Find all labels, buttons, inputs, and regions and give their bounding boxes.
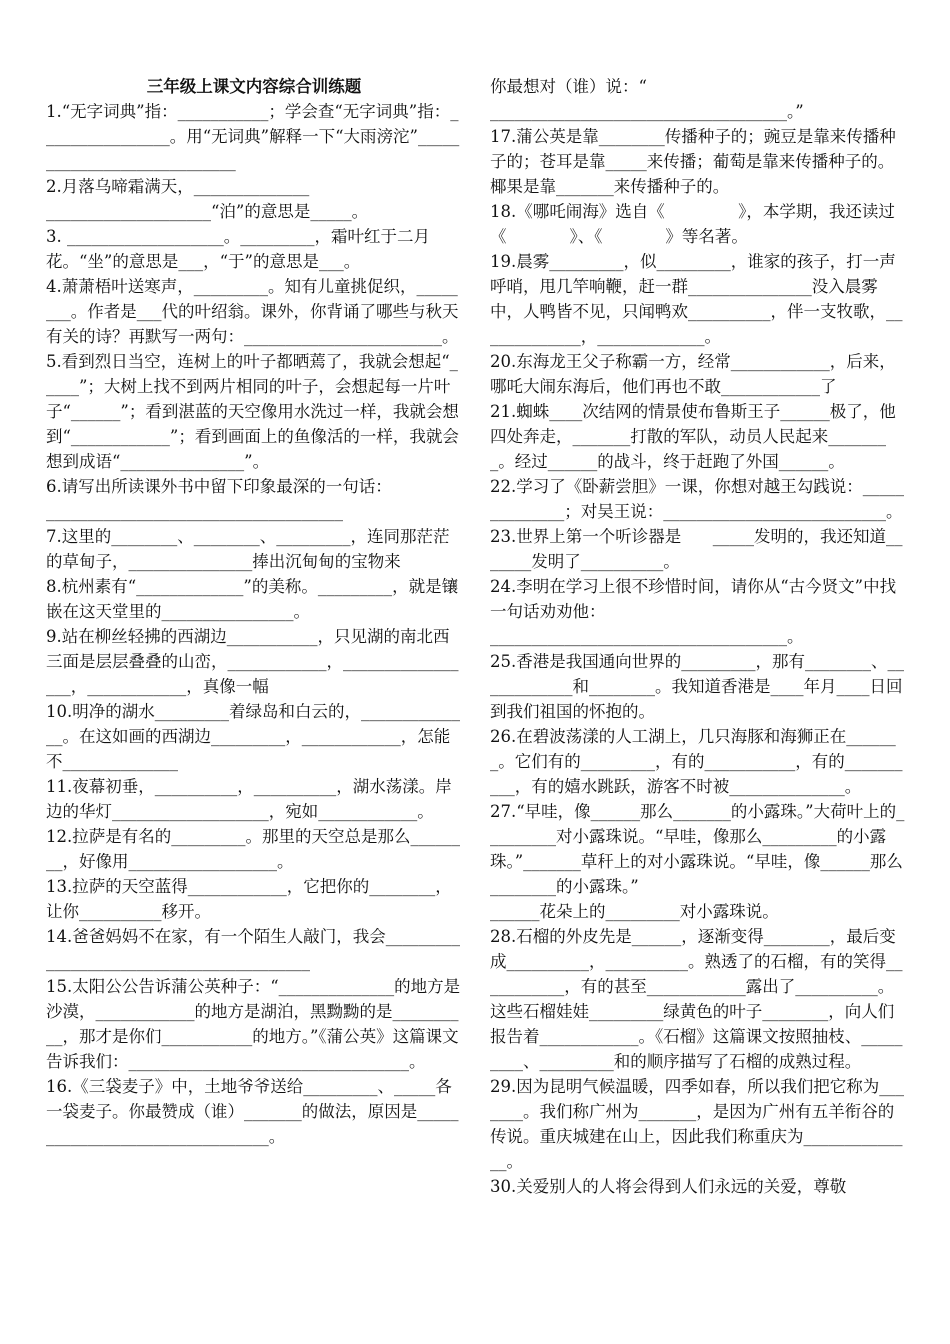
- question-item: 25.香港是我国通向世界的_________，那有________、____________和________。我知道香港是____年月____日回到我们祖国的怀抱的。: [490, 652, 904, 721]
- left-question-list: [46, 99, 462, 1149]
- question-item: 16.《三袋麦子》中，土地爷爷送给_________、_____各一袋麦子。你最赞成（谁）_______的做法，原因是________________________________。: [46, 1077, 459, 1146]
- question-item: 23.世界上第一个听诊器是 _____发明的，我还知道_______发明了__________。: [490, 527, 903, 571]
- question-item: 8.杭州素有“_____________”的美称。_________，就是镶嵌在这天堂里的________________。: [46, 577, 459, 621]
- question-item: 15.太阳公公告诉蒲公英种子：“______________的地方是沙漠，____________的地方是湖泊，黑黝黝的是__________，那才是你们___________的地方。”《蒲公英》这篇课文告诉我们：__________________________________。: [46, 977, 461, 1071]
- question-item: 28.石榴的外皮先是______，逐渐变得________，最后变成__________，__________。熟透了的石榴，有的笑得___________，有的甚至____________露出了__________。这些石榴娃娃_________绿黄色的叶子________，向人们报告着____________。《石榴》这篇课文按照抽枝、_________、_________和的顺序描写了石榴的成熟过程。: [490, 927, 903, 1071]
- question-item: 21.蜘蛛____次结网的情景使布鲁斯王子______极了，他四处奔走，_______打散的军队，动员人民起来________。经过______的战斗，终于赶跑了外国______。: [490, 402, 896, 471]
- question-item: 22.学习了《卧薪尝胆》一课，你想对越王勾践说：______________；对吴王说：___________________________。: [490, 477, 904, 521]
- question-item: 11.夜幕初垂，__________，__________，湖水荡漾。岸边的华灯___________________，宛如____________。: [46, 777, 452, 821]
- question-item: 4.萧萧梧叶送寒声，_________。知有儿童挑促织，________。作者是___代的叶绍翁。课外，你背诵了哪些与秋天有关的诗？再默写一两句：________________________。: [46, 277, 459, 346]
- question-item: 1.“无字词典”指：___________；学会查“无字词典”指：________________。用“无词典”解释一下“大雨滂沱”____________________________: [46, 102, 460, 171]
- question-item: 12.拉萨是有名的_________。那里的天空总是那么________，好像用__________________。: [46, 827, 460, 871]
- question-item: 你最想对（谁）说：“ ____________________________________。”: [490, 77, 804, 121]
- question-item: 10.明净的湖水_________着绿岛和白云的，______________。在这如画的西湖边_________，____________，怎能不______________: [46, 702, 460, 771]
- left-column: [46, 74, 462, 1149]
- question-item: 2.月落乌啼霜满天，______________ ____________________“泊”的意思是_____。: [46, 177, 369, 221]
- question-item: 19.晨雾_________，似_________，谁家的孩子，打一声呼哨，甩几竿响鞭，赶一群_______________没入晨雾中，人鸭皆不见，只闻鸭欢__________，伴一支牧歌，_____________，_____________。: [490, 252, 903, 346]
- question-item: 7.这里的________、________、_________，连同那茫茫的草甸子，_______________捧出沉甸甸的宝物来: [46, 527, 450, 571]
- question-item: 30.关爱别人的人将会得到人们永远的关爱，尊敬: [490, 1177, 847, 1196]
- worksheet-title: 三年级上课文内容综合训练题: [146, 77, 362, 96]
- question-item: 26.在碧波荡漾的人工湖上，几只海豚和海狮正在_______。它们有的_________，有的___________，有的__________，有的嬉水跳跃，游客不时被______________。: [490, 727, 903, 796]
- question-item: 17.蒲公英是靠________传播种子的；豌豆是靠来传播种子的；苍耳是靠_____来传播；葡萄是靠来传播种子的。椰果是靠_______来传播种子的。: [490, 127, 896, 196]
- question-item: 5.看到烈日当空，连树上的叶子都晒蔫了，我就会想起“_____”；大树上找不到两片相同的叶子，会想起每一片叶子“______”；看到湛蓝的天空像用水洗过一样，我就会想到“____________”；看到画面上的鱼像活的一样，我就会想到成语“_______________”。: [46, 352, 459, 471]
- question-item: 18.《哪吒闹海》选自《 》，本学期，我还读过《 》、《 》等名著。: [490, 202, 895, 246]
- question-item: 3. ___________________。_________，霜叶红于二月花。“坐”的意思是___，“于”的意思是___。: [46, 227, 430, 271]
- question-item: 24.李明在学习上很不珍惜时间，请你从“古今贤文”中找一句话劝劝他： ____________________________________。: [490, 577, 897, 646]
- question-item: 20.东海龙王父子称霸一方，经常____________，后来，哪吒大闹东海后，他们再也不敢____________了: [490, 352, 896, 396]
- question-item: 29.因为昆明气候温暖，四季如春，所以我们把它称为_______。我们称广州为_______，是因为广州有五羊衔谷的传说。重庆城建在山上，因此我们称重庆为______________。: [490, 1077, 904, 1171]
- question-item: 14.爸爸妈妈不在家，有一个陌生人敲门，我会_________________________________________: [46, 927, 460, 971]
- question-item: 13.拉萨的天空蓝得____________，它把你的________，让你__________移开。: [46, 877, 452, 921]
- question-item: 9.站在柳丝轻拂的西湖边___________，只见湖的南北西三面是层层叠叠的山峦，____________，_________________，____________，真像一幅: [46, 627, 459, 696]
- question-item: 27.“早哇，像______那么_______的小露珠。”大荷叶上的_________对小露珠说。“早哇，像那么_________的小露珠。”_______草秆上的对小露珠说。“早哇，像______那么________的小露珠。” ______花朵上的_________对小露珠说。: [490, 802, 905, 921]
- right-column: [490, 74, 906, 1199]
- question-item: 6.请写出所读课外书中留下印象最深的一句话： ____________________________________: [46, 477, 392, 521]
- right-question-list: [490, 74, 906, 1199]
